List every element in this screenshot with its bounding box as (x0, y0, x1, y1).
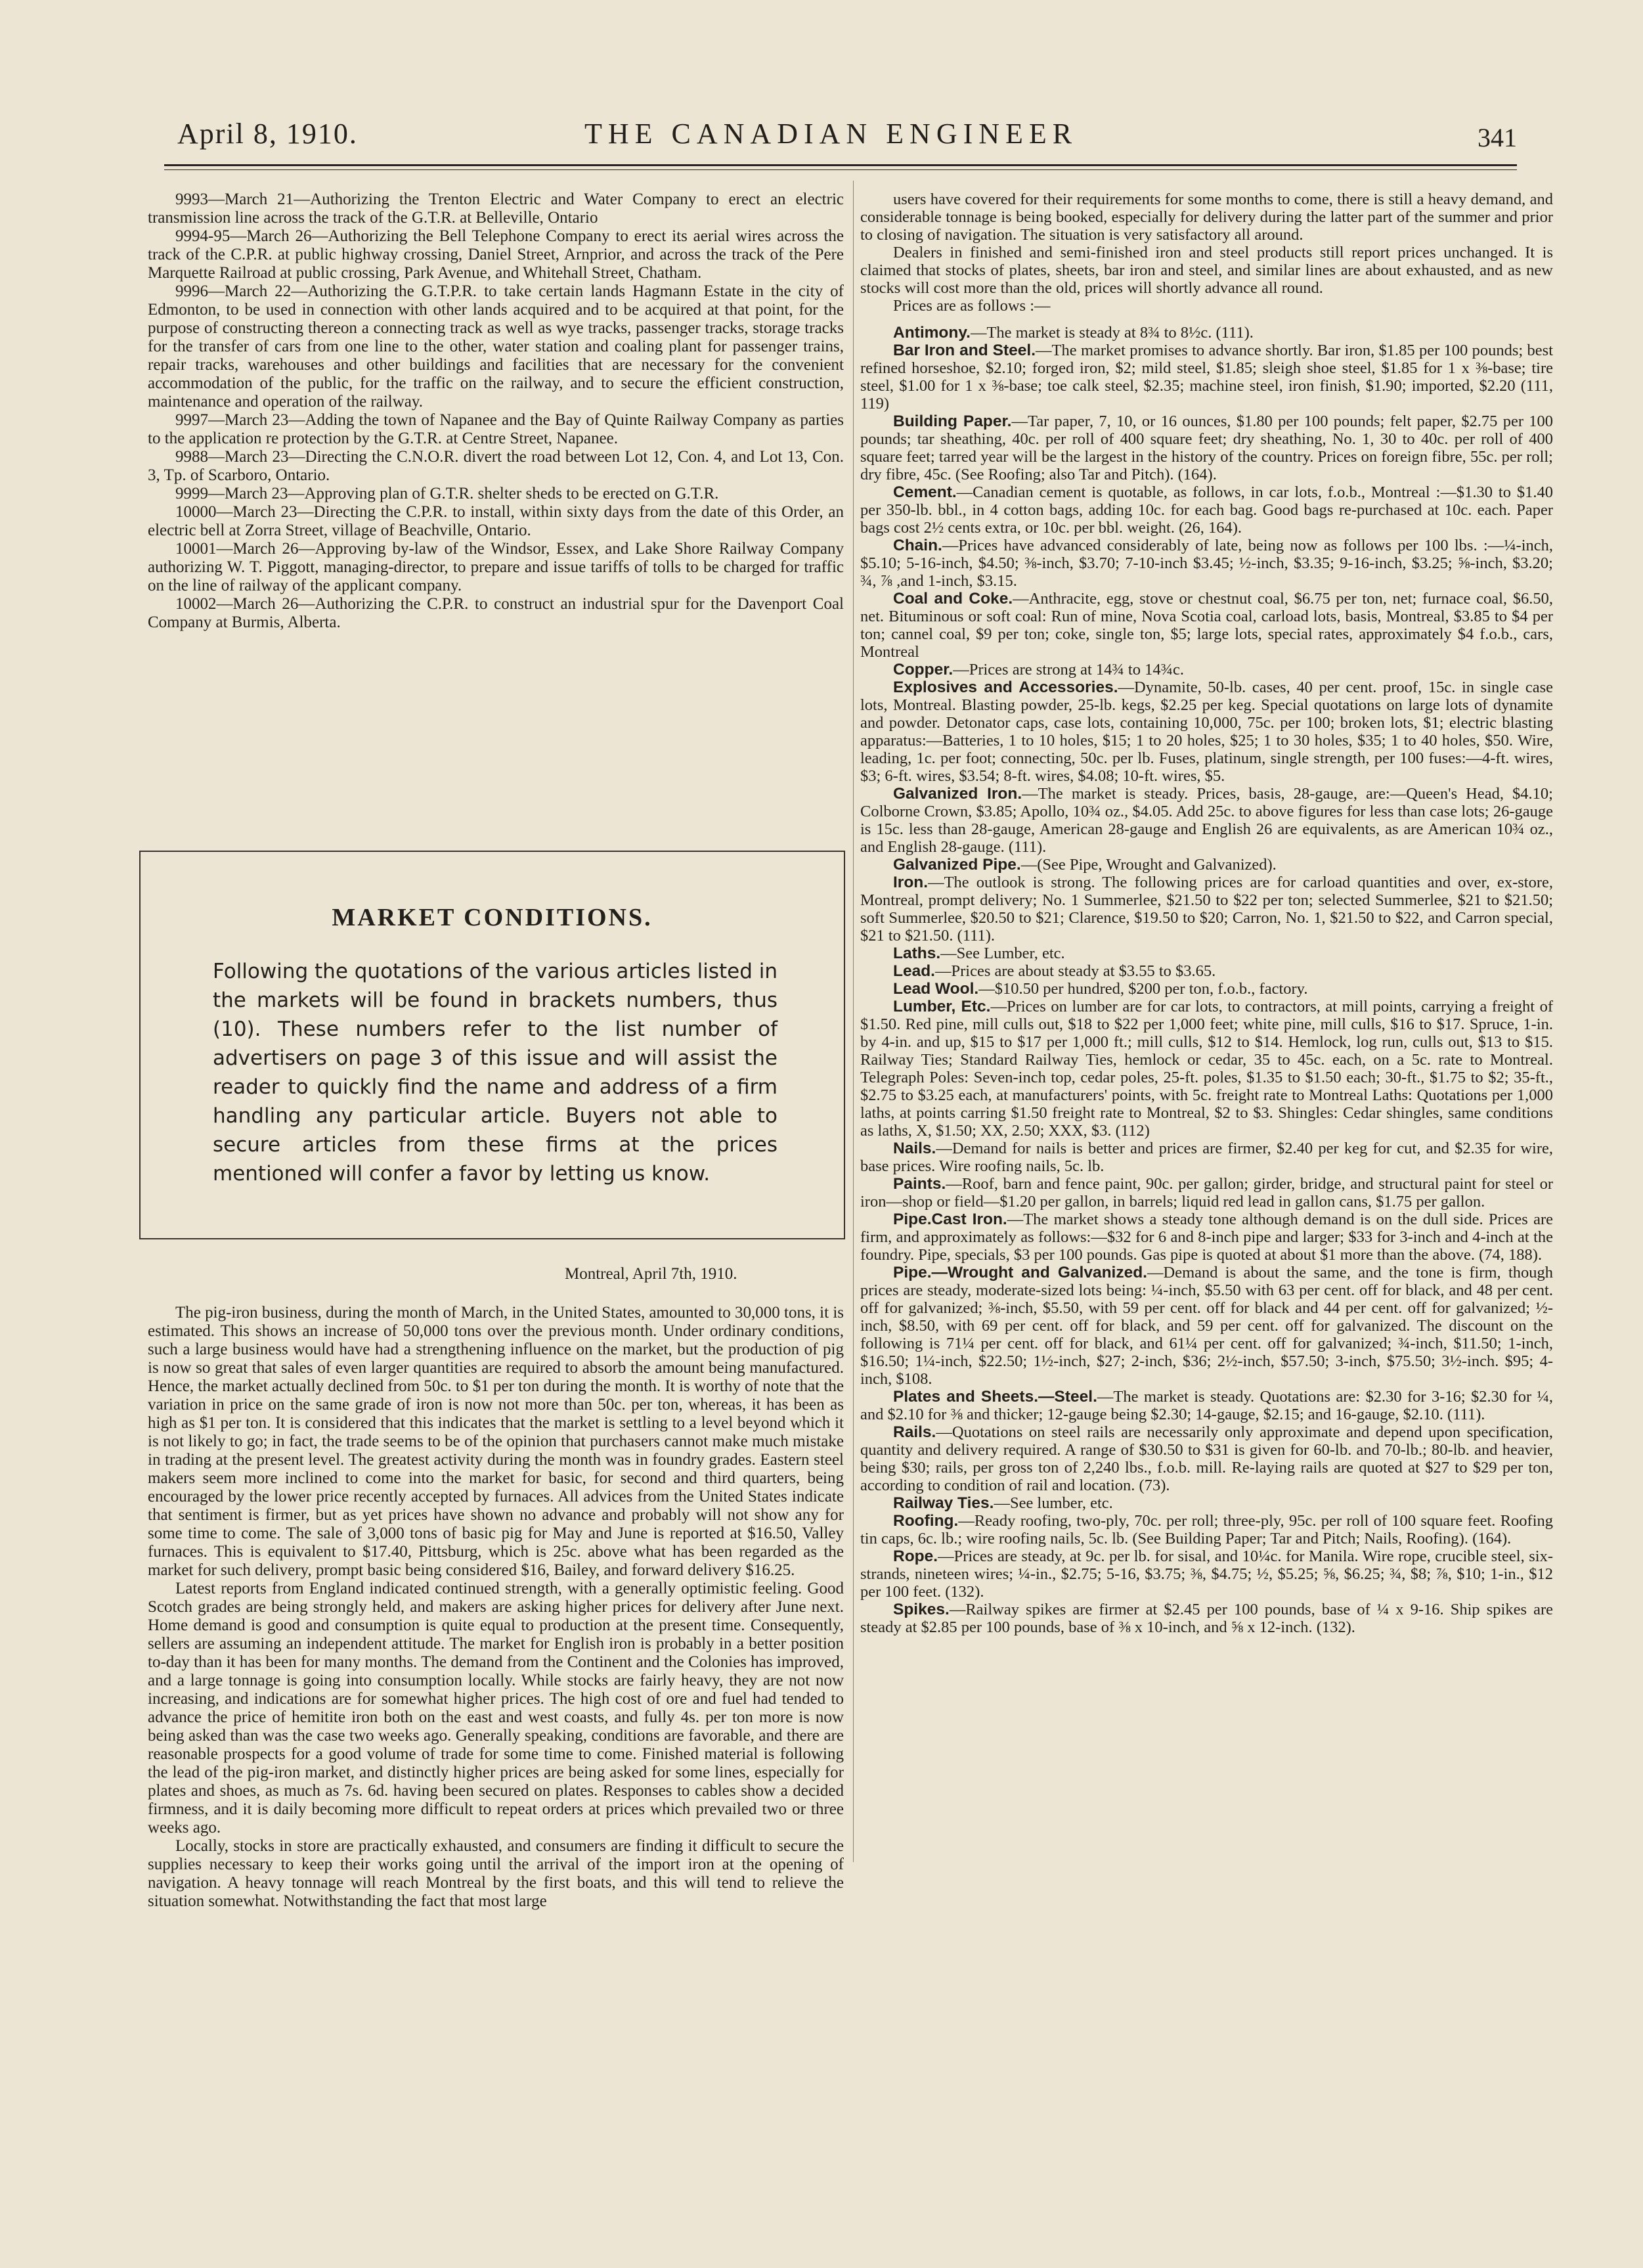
price-entry (860, 1547, 1553, 1601)
price-entry-heading: Plates and Sheets.—Steel. (893, 1388, 1097, 1406)
price-entry-heading: Pipe.—Wrought and Galvanized. (893, 1264, 1147, 1281)
price-entry-text: —The market is steady. Prices, basis, 28-gauge, are:—Queen's Head, $4.10; Colborne Crown, $3.85; Apollo, 10¾ oz., $4.05. Add 25c. to above figures for less than case lots; 26-gauge is 15c. less than 28-gauge, American 28-gauge and English 26 are equivalents, as are American 10¾ oz., and English 28-gauge. (111). (860, 785, 1553, 856)
price-entry-text: —Prices have advanced considerably of late, being now as follows per 100 lbs. :—¼-inch, $5.10; 5-16-inch, $4.50; ⅜-inch, $3.70; 7-10-inch $3.45; ½-inch, $3.35; 9-16-inch, $3.25; ⅝-inch, $3.20; ¾, ⅞ ,and 1-inch, $3.15. (860, 537, 1553, 590)
price-entry-text: —Prices are about steady at $3.55 to $3.65. (935, 962, 1216, 980)
order-item: 9999—March 23—Approving plan of G.T.R. shelter sheds to be erected on G.T.R. (175, 485, 719, 502)
price-entry-heading: Paints. (893, 1175, 946, 1193)
price-entry-heading: Coal and Coke. (893, 590, 1013, 608)
price-entry (860, 412, 1553, 483)
order-item: 10001—March 26—Approving by-law of the Windsor, Essex, and Lake Shore Railway Company authorizing W. T. Piggott, managing-director, to prepare and issue tariffs of tolls to be charged for traffic on the line of railway of the applicant company. (148, 540, 844, 594)
prices-column (860, 190, 1553, 1872)
price-entry-text: —Dynamite, 50-lb. cases, 40 per cent. proof, 15c. in single case lots, Montreal. Blasting powder, 25-lb. kegs, $2.25 per keg. Special quotations on large lots of dynamite and powder. Detonator caps, case lots, containing 10,000, 75c. per 100; broken lots, $1; electric blasting apparatus:—Batteries, 1 to 10 holes, $15; 1 to 20 holes, $25; 1 to 30 holes, $35; 1 to 40 holes, $50. Wire, leading, 1c. per foot; connecting, 50c. per lb. Fuses, platinum, single strength, per 100 fuses:—4-ft. wires, $3; 6-ft. wires, $3.54; 8-ft. wires, $4.08; 10-ft. wires, $5. (860, 678, 1553, 785)
dateline: Montreal, April 7th, 1910. (565, 1265, 737, 1283)
column-divider (853, 181, 854, 1862)
price-entry (860, 856, 1553, 874)
price-entry (860, 945, 1553, 962)
intro-paragraph: users have covered for their requirements for some months to come, there is still a heavy demand, and considerable tonnage is being booked, especially for delivery during the latter part of the summer and prior to closing of navigation. The situation is very satisfactory all around. (860, 190, 1553, 244)
price-entry-text: —The market is steady. Quotations are: $2.30 for 3-16; $2.30 for ¼, and $2.10 for ⅜ and thicker; 12-gauge being $2.30; 14-gauge, $2.15; and 16-gauge, $2.10. (111). (860, 1388, 1553, 1423)
price-entry-heading: Iron. (893, 874, 929, 891)
price-entry (860, 1388, 1553, 1423)
price-entry-heading: Cement. (893, 483, 957, 501)
price-entry (860, 483, 1553, 537)
market-conditions-title: MARKET CONDITIONS. (332, 904, 653, 931)
price-entry-text: —Ready roofing, two-ply, 70c. per roll; three-ply, 95c. per roll of 100 square feet. Roofing tin caps, 6c. lb.; wire roofing nails, 5c. lb. (See Building Paper; Tar and Pitch; Nails, Roofing). (164). (860, 1512, 1553, 1547)
page-number: 341 (1478, 123, 1517, 152)
price-entry-heading: Lead. (893, 962, 935, 980)
price-entry-text: —Demand is about the same, and the tone is firm, though prices are steady, moderate-sized lots being: ¼-inch, $5.50 with 63 per cent. off for black, and 48 per cent. off for galvanized; ⅜-inch, $5.50, with 59 per cent. off for black and 44 per cent. off for galvanized; ½-inch, $8.50, with 69 per cent. off for black, and 59 per cent. off for galvanized. The discount on the following is 71¼ per cent. off for black, and 61¼ per cent. off for galvanized; ¾-inch, $11.50; 1-inch, $16.50; 1¼-inch, $22.50; 1½-inch, $27; 2-inch, $36; 2½-inch, $57.50; 3-inch, $75.50; 3½-inch. $95; 4-inch, $108. (860, 1264, 1553, 1388)
market-paragraph: Locally, stocks in store are practically exhausted, and consumers are finding it difficult to secure the supplies necessary to keep their works going until the arrival of the import iron at the opening of navigation. A heavy tonnage will reach Montreal by the first boats, and this will tend to relieve the situation somewhat. Notwithstanding the fact that most large (148, 1837, 844, 1910)
price-entry-text: —The market is steady at 8¾ to 8½c. (111). (970, 324, 1254, 342)
market-paragraph: Latest reports from England indicated continued strength, with a generally optimistic feeling. Good Scotch grades are being strongly held, and makers are asking higher prices for delivery after June next. Home demand is good and consumption is quite equal to production at the present time. Consequently, sellers are assuming an independent attitude. The market for English iron is probably in a better position to-day than it has been for many months. The demand from the Continent and the Colonies has improved, and a large tonnage is going into consumption locally. While stocks are fairly heavy, they are not now increasing, and indications are for somewhat higher prices. The high cost of ore and fuel had tended to advance the price of hemitite iron both on the east and west coasts, and fully 4s. per ton more is now being asked than was the case two weeks ago. Generally speaking, conditions are favorable, and there are reasonable prospects for a good volume of trade for some time to come. Finished material is following the lead of the pig-iron market, and distinctly higher prices are being asked for some lines, especially for plates and shoes, as much as 7s. 6d. having been secured on plates. Responses to cables show a decided firmness, and it is daily becoming more difficult to repeat orders at prices which prevailed two or three weeks ago. (148, 1580, 844, 1836)
journal-title: THE CANADIAN ENGINEER (584, 118, 1078, 150)
price-entry-text: —Roof, barn and fence paint, 90c. per gallon; girder, bridge, and structural paint for steel or iron—shop or field—$1.20 per gallon, in barrels; liquid red lead in gallon cans, $1.75 per gallon. (860, 1175, 1553, 1211)
price-entry-heading: Galvanized Pipe. (893, 856, 1021, 874)
intro-paragraph: Dealers in finished and semi-finished iron and steel products still report prices unchanged. It is claimed that stocks of plates, sheets, bar iron and steel, and similar lines are about exhausted, and as new stocks will cost more than the old, prices will shortly advance all round. (860, 244, 1553, 297)
price-entry (860, 785, 1553, 856)
price-entry-text: —Prices are strong at 14¾ to 14¾c. (953, 661, 1184, 678)
price-entry (860, 998, 1553, 1140)
price-entry-heading: Galvanized Iron. (893, 785, 1022, 803)
price-entry-heading: Chain. (893, 537, 942, 554)
order-item: 10002—March 26—Authorizing the C.P.R. to construct an industrial spur for the Davenport Coal Company at Burmis, Alberta. (148, 595, 844, 631)
price-entry-text: —Prices are steady, at 9c. per lb. for sisal, and 10¼c. for Manila. Wire rope, crucible steel, six-strands, nineteen wires; ¼-in., $2.75; 5-16, $3.75; ⅜, $4.75; ½, $5.25; ⅝, $6.25; ¾, $8; ⅞, $10; 1-in., $12 per 100 feet. (132). (860, 1547, 1553, 1601)
price-entry (860, 1140, 1553, 1175)
price-entry (860, 590, 1553, 661)
price-entry-heading: Pipe.Cast Iron. (893, 1211, 1007, 1228)
order-item: 9996—March 22—Authorizing the G.T.P.R. to take certain lands Hagmann Estate in the city of Edmonton, to be used in connection with other lands acquired and to be acquired at that point, for the purpose of constructing thereon a connecting track as well as wye tracks, passenger tracks, storage tracks for the transfer of cars from one line to the other, water station and coaling plant for passenger trains, repair tracks, warehouses and other buildings and facilities that are necessary for the convenient accommodation of the public, for the traffic on the railway, and to secure the efficient construction, maintenance and operation of the railway. (148, 282, 844, 411)
price-entry-heading: Spikes. (893, 1601, 950, 1618)
price-entry-heading: Explosives and Accessories. (893, 678, 1118, 696)
price-entry-text: —The market shows a steady tone although demand is on the dull side. Prices are firm, and approximately as follows:—$32 for 6 and 8-inch pipe and larger; $33 for 3-inch and 4-inch at the foundry. Pipe, specials, $3 per 100 pounds. Gas pipe is quoted at about $1 more than the above. (74, 188). (860, 1211, 1553, 1264)
price-entry-heading: Copper. (893, 661, 953, 678)
issue-date: April 8, 1910. (177, 118, 358, 150)
price-entry (860, 1512, 1553, 1547)
header-rule (164, 164, 1517, 166)
price-entry (860, 537, 1553, 590)
price-entry-text: —Demand for nails is better and prices are firmer, $2.40 per keg for cut, and $2.35 for wire, base prices. Wire roofing nails, 5c. lb. (860, 1140, 1553, 1175)
price-list (860, 324, 1553, 1636)
price-entry-heading: Rope. (893, 1547, 938, 1565)
price-entry-heading: Lead Wool. (893, 980, 979, 998)
price-entry-text: —The outlook is strong. The following prices are for carload quantities and over, ex-store, Montreal, prompt delivery; No. 1 Summerlee, $21.50 to $22 per ton; selected Summerlee, $21 to $21.50; soft Summerlee, $20.50 to $21; Clarence, $19.50 to $20; Carron, No. 1, $21.50 to $22, and Carron special, $21 to $21.50. (111). (860, 874, 1553, 945)
price-entry-text: —Prices on lumber are for car lots, to contractors, at mill points, carrying a freight of $1.50. Red pine, mill culls out, $18 to $22 per 1,000 feet; white pine, mill culls, $16 to $17. Spruce, 1-in. by 4-in. and up, $15 to $17 per 1,000 ft.; mill culls, $12 to $14. Hemlock, log run, culls out, $13 to $15. Railway Ties; Standard Railway Ties, hemlock or cedar, 35 to 45c. each, on a 5c. rate to Montreal. Telegraph Poles: Seven-inch top, cedar poles, 25-ft. poles, $1.35 to $1.50 each; 30-ft., $1.75 to $2; 35-ft., $2.75 to $3.25 each, at manufacturers' points, with 5c. freight rate to Montreal Laths: Quotations per 1,000 laths, at points carring $1.50 freight rate to Montreal, $2 to $3. Shingles: Cedar shingles, same conditions as laths, X, $1.50; XX, 2.50; XXX, $3. (112) (860, 998, 1553, 1140)
price-entry (860, 1211, 1553, 1264)
price-entry-heading: Antimony. (893, 324, 971, 342)
price-entry-heading: Building Paper. (893, 412, 1012, 430)
order-item: 9997—March 23—Adding the town of Napanee and the Bay of Quinte Railway Company as parties to the application re protection by the G.T.R. at Centre Street, Napanee. (148, 411, 844, 447)
price-entry-heading: Nails. (893, 1140, 936, 1157)
price-entry-heading: Laths. (893, 945, 941, 962)
price-entry (860, 962, 1553, 980)
intro-paragraph: Prices are as follows :— (893, 297, 1051, 315)
price-entry (860, 1423, 1553, 1494)
orders-column (148, 190, 844, 847)
price-entry-text: —Tar paper, 7, 10, or 16 ounces, $1.80 per 100 pounds; felt paper, $2.75 per 100 pounds; tar sheathing, 40c. per roll of 400 square feet; dry sheathing, No. 1, 30 to 40c. per roll of 400 square feet; tarred year will be the largest in the history of the country. Prices on foreign fibre, 55c. per roll; dry fibre, 45c. (See Roofing; also Tar and Pitch). (164). (860, 412, 1553, 483)
price-entry-text: —See lumber, etc. (994, 1494, 1113, 1512)
price-entry (860, 874, 1553, 945)
market-report-column (148, 1304, 844, 1910)
order-item: 9993—March 21—Authorizing the Trenton Electric and Water Company to erect an electric transmission line across the track of the G.T.R. at Belleville, Ontario (148, 190, 844, 227)
running-header (177, 117, 1517, 163)
market-paragraph: The pig-iron business, during the month of March, in the United States, amounted to 30,000 tons, it is estimated. This shows an increase of 50,000 tons over the previous month. Under ordinary conditions, such a large business would have had a strengthening influence on the market, but the production of pig is now so great that sales of even larger quantities are required to absorb the amount being manufactured. Hence, the market actually declined from 50c. to $1 per ton during the month. It is worthy of note that the variation in price on the same grade of iron is now not more than 50c. per ton, whereas, it has been as high as $1 per ton. It is considered that this indicates that the market is settling to a level beyond which it is not likely to go; in fact, the trade seems to be of the opinion that purchasers cannot make much mistake in trading at the present level. The greatest activity during the month was in foundry grades. Eastern steel makers seem more inclined to come into the market for basic, for second and third quarters, being encouraged by the lower price recently accepted by furnaces. All advices from the United States indicate that sentiment is firmer, but as yet prices have shown no advance and probably will not show any for some time to come. The sale of 3,000 tons of basic pig for May and June is reported at $16.50, Valley furnaces. This is equivalent to $17.40, Pittsburg, which is 25c. above what has been regarded as the market for such delivery, prompt basic being considered $16, Bailey, and forward delivery $16.25. (148, 1304, 844, 1579)
price-entry (860, 661, 1553, 678)
price-entry (860, 1175, 1553, 1211)
order-item: 9994-95—March 26—Authorizing the Bell Telephone Company to erect its aerial wires across the track of the C.P.R. at public highway crossing, Daniel Street, Arnprior, and across the track of the Pere Marquette Railroad at public crossing, Park Avenue, and Whitehall Street, Chatham. (148, 227, 844, 282)
market-conditions-note: Following the quotations of the various articles listed in the markets will be found in brackets numbers, thus (10). These numbers refer to the list number of advertisers on page 3 of this issue and will assist the reader to quickly find the name and address of a firm handling any particular article. Buyers not able to secure articles from these firms at the prices mentioned will confer a favor by letting us know. (213, 960, 778, 1186)
price-entry-heading: Rails. (893, 1423, 936, 1441)
price-entry-text: —Canadian cement is quotable, as follows, in car lots, f.o.b., Montreal :—$1.30 to $1.40 per 350-lb. bbl., in 4 cotton bags, adding 10c. for each bag. Good bags re-purchased at 10c. each. Paper bags cost 2½ cents extra, or 10c. per bbl. weight. (26, 164). (860, 483, 1553, 537)
market-conditions-box (139, 851, 845, 1239)
price-entry-heading: Bar Iron and Steel. (893, 342, 1036, 359)
price-entry-text: —The market promises to advance shortly. Bar iron, $1.85 per 100 pounds; best refined horseshoe, $2.10; forged iron, $2; mild steel, $1.85; sleigh shoe steel, $1.85 for 1 x ⅜-base; tire steel, $1.00 for 1 x ⅜-base; toe calk steel, $2.35; machine steel, iron finish, $1.90; imported, $2.20 (111, 119) (860, 342, 1553, 412)
price-entry-text: —(See Pipe, Wrought and Galvanized). (1020, 856, 1277, 874)
price-entry (860, 1264, 1553, 1388)
price-entry (860, 342, 1553, 412)
price-entry-text: —Railway spikes are firmer at $2.45 per 100 pounds, base of ¼ x 9-16. Ship spikes are steady at $2.85 per 100 pounds, base of ⅜ x 10-inch, and ⅝ x 12-inch. (132). (860, 1601, 1553, 1636)
price-entry-text: —Quotations on steel rails are necessarily only approximate and depend upon specification, quantity and delivery required. A range of $30.50 to $31 is given for 60-lb. and 70-lb.; 80-lb. and heavier, being $30; rails, per gross ton of 2,240 lbs., f.o.b. mill. Re-laying rails are quoted at $27 to $29 per ton, according to condition of rail and location. (73). (860, 1423, 1553, 1494)
price-entry (860, 980, 1553, 998)
price-entry-heading: Railway Ties. (893, 1494, 994, 1512)
order-item: 9988—March 23—Directing the C.N.O.R. divert the road between Lot 12, Con. 4, and Lot 13, Con. 3, Tp. of Scarboro, Ontario. (148, 448, 844, 484)
price-entry-heading: Roofing. (893, 1512, 959, 1530)
order-item: 10000—March 23—Directing the C.P.R. to install, within sixty days from the date of this Order, an electric bell at Zorra Street, village of Beachville, Ontario. (148, 503, 844, 539)
price-entry-text: —Anthracite, egg, stove or chestnut coal, $6.75 per ton, net; furnace coal, $6.50, net. Bituminous or soft coal: Run of mine, Nova Scotia coal, carload lots, basis, Montreal, $3.85 to $4 per ton; cannel coal, $9 per ton; coke, single ton, $5; large lots, special rates, approximately $4 f.o.b., cars, Montreal (860, 590, 1553, 661)
price-entry-text: —$10.50 per hundred, $200 per ton, f.o.b., factory. (978, 980, 1308, 998)
price-entry (860, 678, 1553, 785)
price-entry-text: —See Lumber, etc. (940, 945, 1065, 962)
price-entry-heading: Lumber, Etc. (893, 998, 991, 1015)
price-entry (860, 324, 1553, 342)
price-entry (860, 1494, 1553, 1512)
price-entry (860, 1601, 1553, 1636)
header-rule-thin (164, 169, 1517, 170)
